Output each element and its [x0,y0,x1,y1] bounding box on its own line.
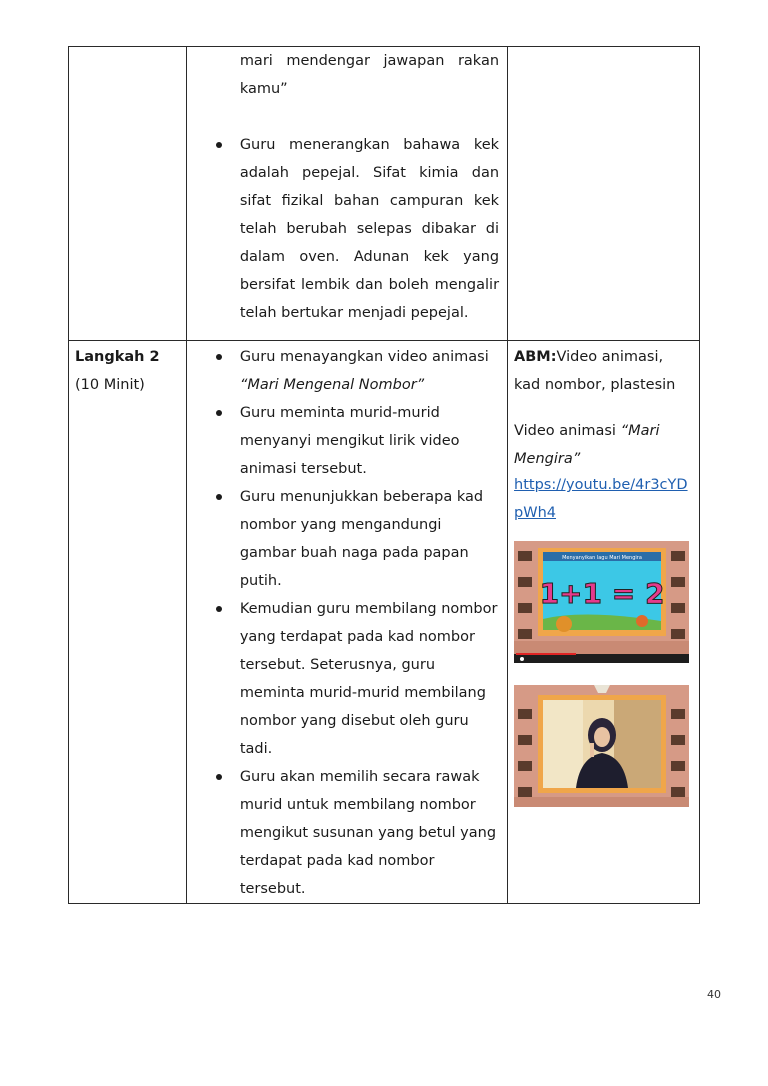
list-item [187,343,507,399]
abm-value: Video animasi, kad nombor, plastesin [514,349,676,393]
bullet-icon [216,774,222,780]
list-item [187,131,507,327]
video-label: Video animasi [514,423,621,439]
activity-cell [186,341,507,904]
step-cell [69,47,187,341]
lesson-plan-table [68,46,700,904]
lion-icon [556,616,572,632]
bullet-icon [216,354,222,360]
video-thumbnail-1[interactable] [514,541,689,663]
thumb-banner: Menyanyikan lagu Mari Mengira [562,555,642,561]
bullet-text: Guru meminta murid-murid menyanyi mengikut lirik video animasi tersebut. [239,405,460,477]
table-row [69,47,700,341]
bullet-text: Guru menayangkan video animasi [239,349,489,365]
bullet-icon [216,606,222,612]
resource-cell [508,341,700,904]
bullet-icon [216,410,222,416]
list-item [187,763,507,903]
list-item [187,595,507,763]
step-title: Langkah 2 [75,349,160,365]
continued-line: mari mendengar jawapan rakan [239,53,500,69]
bullet-text: Kemudian guru membilang nombor yang terdapat pada kad nombor tersebut. Seterusnya, guru meminta murid-murid membilang nombor yang disebut oleh guru tadi. [239,601,498,757]
bullet-icon [216,494,222,500]
resource-cell [508,47,700,341]
page-number: 40 [707,988,721,1001]
list-item [187,483,507,595]
character-icon [636,615,648,627]
video-reference [514,417,693,473]
step-time: (10 Minit) [75,377,145,393]
video-thumbnail-2[interactable] [514,685,689,807]
continued-line: kamu” [239,81,288,97]
play-icon [520,657,524,661]
bullet-text: Guru menunjukkan beberapa kad nombor yang mengandungi gambar buah naga pada papan putih. [239,489,484,589]
bullet-icon [216,142,222,148]
thumb-equation: 1+1 = 2 [539,577,665,610]
step-cell [69,341,187,904]
table-row [69,341,700,904]
video-link[interactable]: https://youtu.be/4r3cYDpWh4 [514,477,688,521]
abm-label: ABM: [514,349,557,365]
video-title: “Mari Mengenal Nombor” [239,377,425,393]
abm-text [514,343,693,399]
video-title: “Mari Mengira” [514,423,660,467]
activity-cell [186,47,507,341]
list-item [187,399,507,483]
bullet-text: Guru akan memilih secara rawak murid untuk membilang nombor mengikut susunan yang betul yang terdapat pada kad nombor tersebut. [239,769,497,897]
bullet-text: Guru menerangkan bahawa kek adalah pepejal. Sifat kimia dan sifat fizikal bahan campuran kek telah berubah selepas dibakar di dalam oven. Adunan kek yang bersifat lembik dan boleh mengalir telah bertukar menjadi pepejal. [239,137,500,321]
